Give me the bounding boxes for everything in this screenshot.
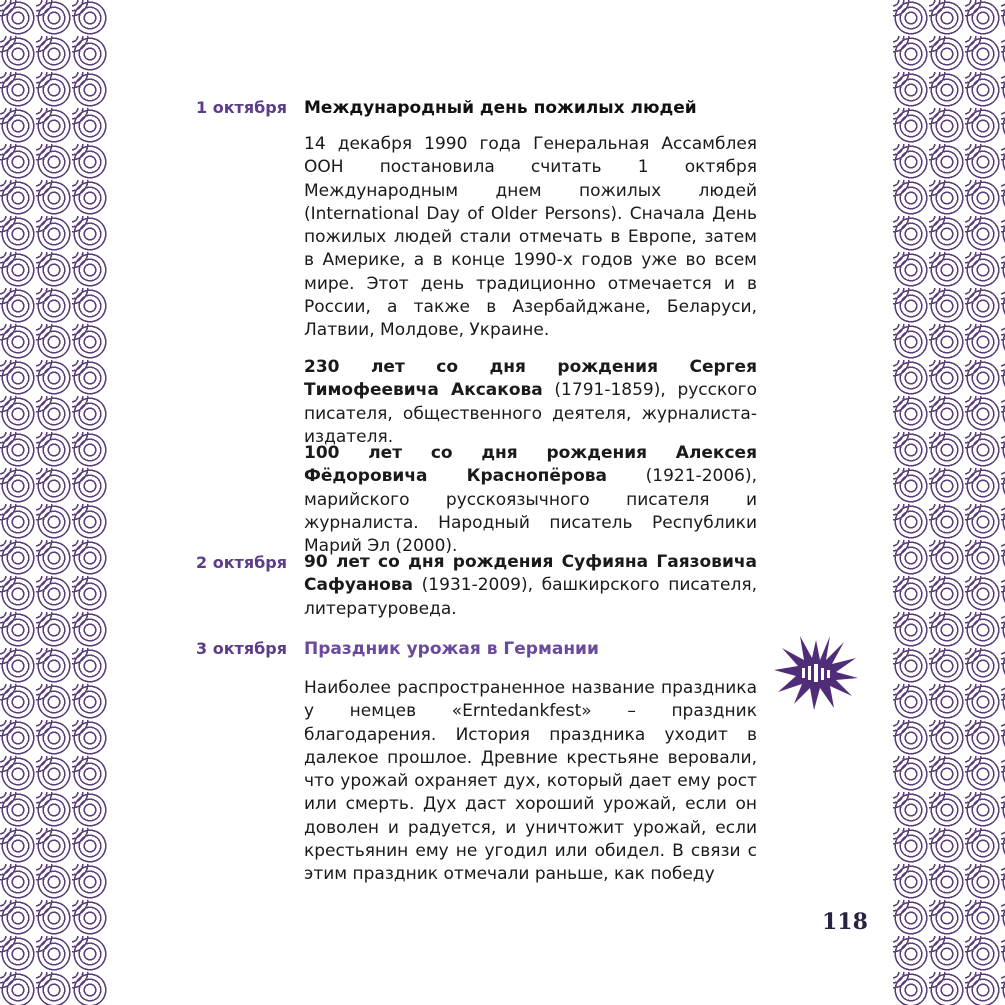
entry-date: 2 октября [196, 553, 287, 572]
entry-heading: Международный день пожилых людей [304, 98, 697, 118]
entry-heading: Праздник урожая в Германии [304, 639, 599, 659]
anniversary-rest: (1921-2006), марийского русскоязычного писателя и журналиста. Народный писатель Республики Марий Эл (2000). [304, 466, 757, 557]
anniversary-paragraph [304, 551, 757, 621]
anniversary-bold: 100 лет со дня рождения Алексея Фёдоровича Краснопёрова [304, 443, 757, 487]
ornamental-border-right [893, 0, 1005, 1005]
anniversary-paragraph [304, 442, 757, 558]
anniversary-rest: (1791-1859), русского писателя, общественного деятеля, журналиста-издателя. [304, 380, 758, 447]
entry-text: 14 декабря 1990 года Генеральная Ассамблея ООН постановила считать 1 октября Международным днем пожилых людей (International Day of Older Persons). Сначала День пожилых людей стали отмечать в Европе, затем в Америке, а в конце 1990-х годов уже во всем мире. Этот день традиционно отмечается и в России, а также в Азербайджане, Беларуси, Латвии, Молдове, Украине. [304, 134, 757, 341]
entry-text: Наиболее распространенное название праздника у немцев «Erntedankfest» – праздник благодарения. История праздника уходит в далекое прошлое. Древние крестьяне веровали, что урожай охраняет дух, который дает ему рост или смерть. Дух даст хороший урожай, если он доволен и радуется, и уничтожит урожай, если крестьянин ему не угодил или обидел. В связи с этим праздник отмечали раньше, как победу [304, 678, 757, 885]
burst-emblem-icon [772, 632, 860, 712]
ornamental-border-left [0, 0, 107, 1005]
anniversary-rest: (1931-2009), башкирского писателя, литературоведа. [304, 575, 757, 619]
entry-date: 3 октября [196, 639, 287, 658]
entry-date: 1 октября [196, 98, 287, 117]
anniversary-bold: 230 лет со дня рождения Сергея Тимофеевича Аксакова [304, 357, 757, 401]
anniversary-bold: 90 лет со дня рождения Суфияна Гаязовича Сафуанова [304, 552, 757, 596]
page-number: 118 [822, 909, 868, 935]
anniversary-paragraph [304, 356, 757, 449]
